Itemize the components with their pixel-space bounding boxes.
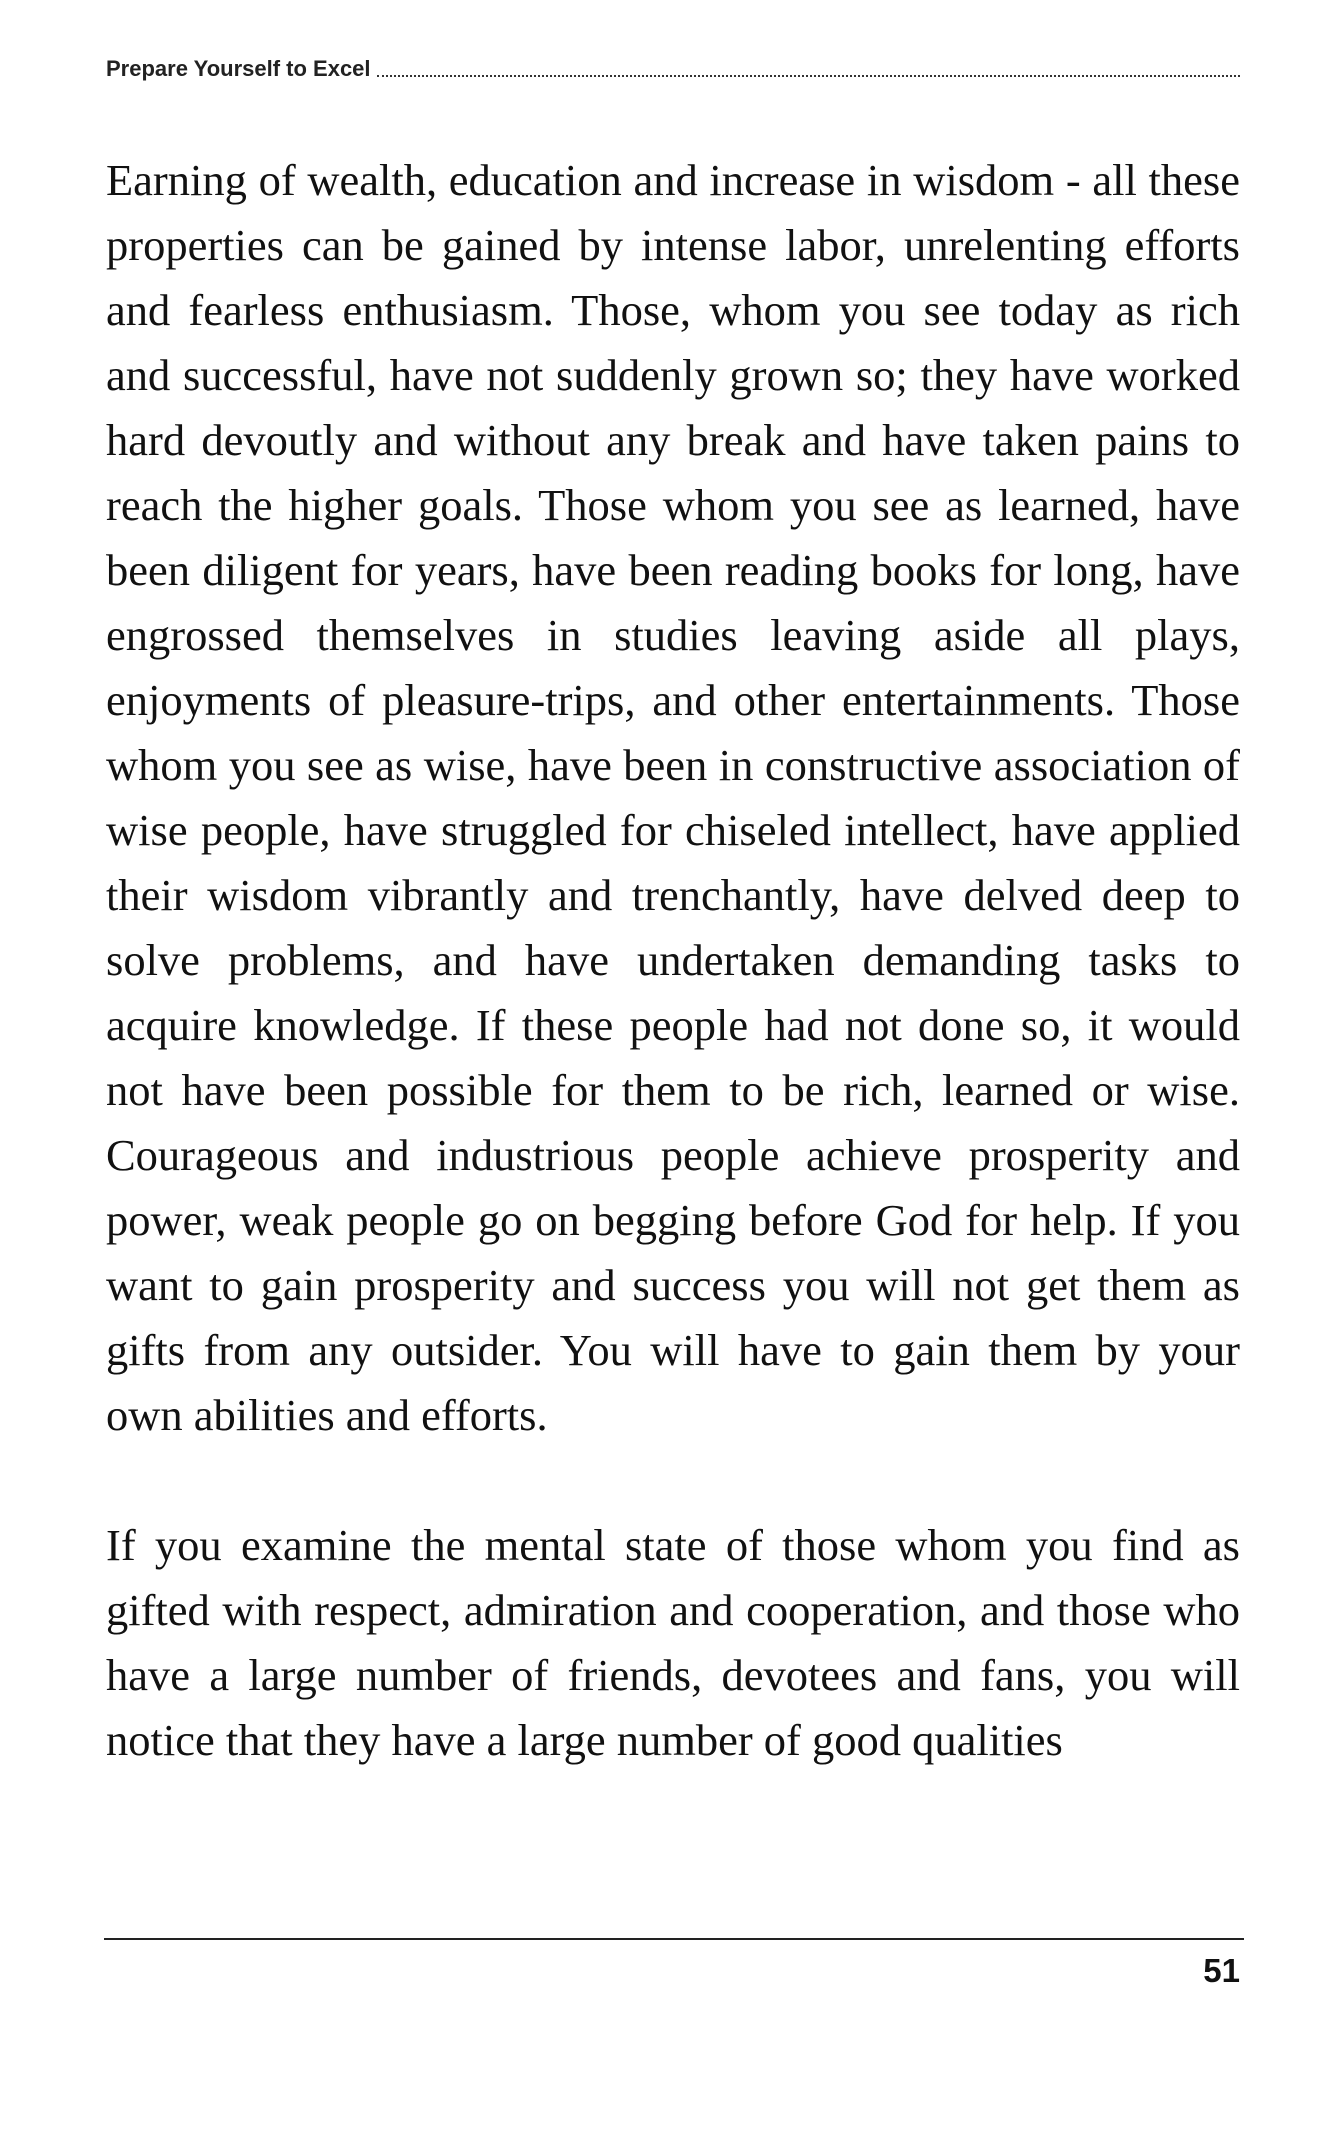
page-number: 51 bbox=[1203, 1952, 1240, 1989]
body-text bbox=[106, 148, 1240, 1773]
footer-rule bbox=[104, 1938, 1244, 1940]
running-header bbox=[106, 56, 1240, 82]
running-header-title: Prepare Yourself to Excel bbox=[106, 56, 371, 81]
paragraph: Earning of wealth, education and increase in wisdom - all these properties can be gained by intense labor, unrelenting efforts and fearless enthusiasm. Those, whom you see today as rich and successful, have not suddenly grown so; they have worked hard devoutly and without any break and have taken pains to reach the higher goals. Those whom you see as learned, have been diligent for years, have been reading books for long, have engrossed themselves in studies leaving aside all plays, enjoyments of pleasure-trips, and other entertainments. Those whom you see as wise, have been in constructive association of wise people, have struggled for chiseled intellect, have applied their wisdom vibrantly and trenchantly, have delved deep to solve problems, and have undertaken demanding tasks to acquire knowledge. If these people had not done so, it would not have been possible for them to be rich, learned or wise. Courageous and industrious people achieve prosperity and power, weak people go on begging before God for help. If you want to gain prosperity and success you will not get them as gifts from any outsider. You will have to gain them by your own abilities and efforts. bbox=[106, 155, 1240, 1440]
paragraph: If you examine the mental state of those whom you find as gifted with respect, admiration and cooperation, and those who have a large number of friends, devotees and fans, you will notice that they have a large number of good qualities bbox=[106, 1520, 1240, 1765]
dotted-leader bbox=[377, 75, 1240, 77]
